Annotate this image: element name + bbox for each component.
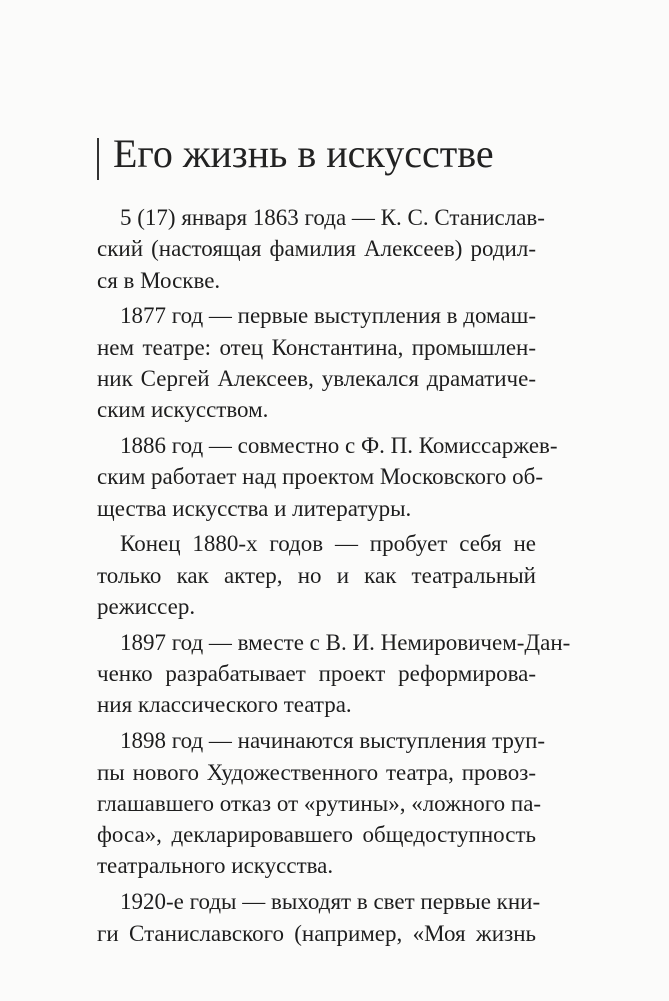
timeline-paragraph xyxy=(97,300,536,425)
text-line: 1877 год — первые выступления в домаш- xyxy=(120,303,536,329)
timeline-paragraph xyxy=(97,886,541,949)
text-line: театрального искусства. xyxy=(97,853,334,879)
text-line: 5 (17) января 1863 года — К. С. Станислав- xyxy=(120,205,545,230)
body-text xyxy=(97,202,571,953)
timeline-paragraph xyxy=(97,202,545,296)
text-line: щества искусства и литературы. xyxy=(97,495,412,521)
text-line: ским работает над проектом Московского об- xyxy=(97,464,543,490)
text-line: ся в Москве. xyxy=(97,267,221,293)
text-line: Конец 1880-х годов — пробует себя не xyxy=(120,531,536,557)
text-line: 1898 год — начинаются выступления труп- xyxy=(120,728,546,754)
timeline-paragraph xyxy=(97,725,546,881)
text-line: ник Сергей Алексеев, увлекался драматиче- xyxy=(97,365,536,391)
title-rule xyxy=(97,138,99,180)
text-line: нем театре: отец Константина, промышлен- xyxy=(97,334,536,360)
text-line: фоса», декларировавшего общедоступность xyxy=(97,822,536,848)
text-line: ский (настоящая фамилия Алексеев) родил- xyxy=(97,236,536,262)
timeline-paragraph xyxy=(97,430,558,524)
text-line: пы нового Художественного театра, провоз- xyxy=(97,759,536,785)
text-line: 1886 год — совместно с Ф. П. Комиссаржев- xyxy=(120,433,558,459)
text-line: 1897 год — вместе с В. И. Немировичем-Дан- xyxy=(120,629,571,655)
text-line: режиссер. xyxy=(97,594,196,620)
page-title: Его жизнь в искусстве xyxy=(113,131,494,176)
text-line: ченко разрабатывает проект реформирова- xyxy=(97,661,536,687)
text-line: глашавшего отказ от «рутины», «ложного па- xyxy=(97,790,542,816)
text-line: ния классического театра. xyxy=(97,692,352,718)
text-line: ским искусством. xyxy=(97,397,269,423)
text-line: только как актер, но и как театральный xyxy=(97,562,536,588)
text-line: 1920-е годы — выходят в свет первые кни- xyxy=(120,889,541,915)
text-line: ги Станиславского (например, «Моя жизнь xyxy=(97,920,536,946)
timeline-paragraph xyxy=(97,627,571,721)
timeline-paragraph xyxy=(97,528,536,622)
